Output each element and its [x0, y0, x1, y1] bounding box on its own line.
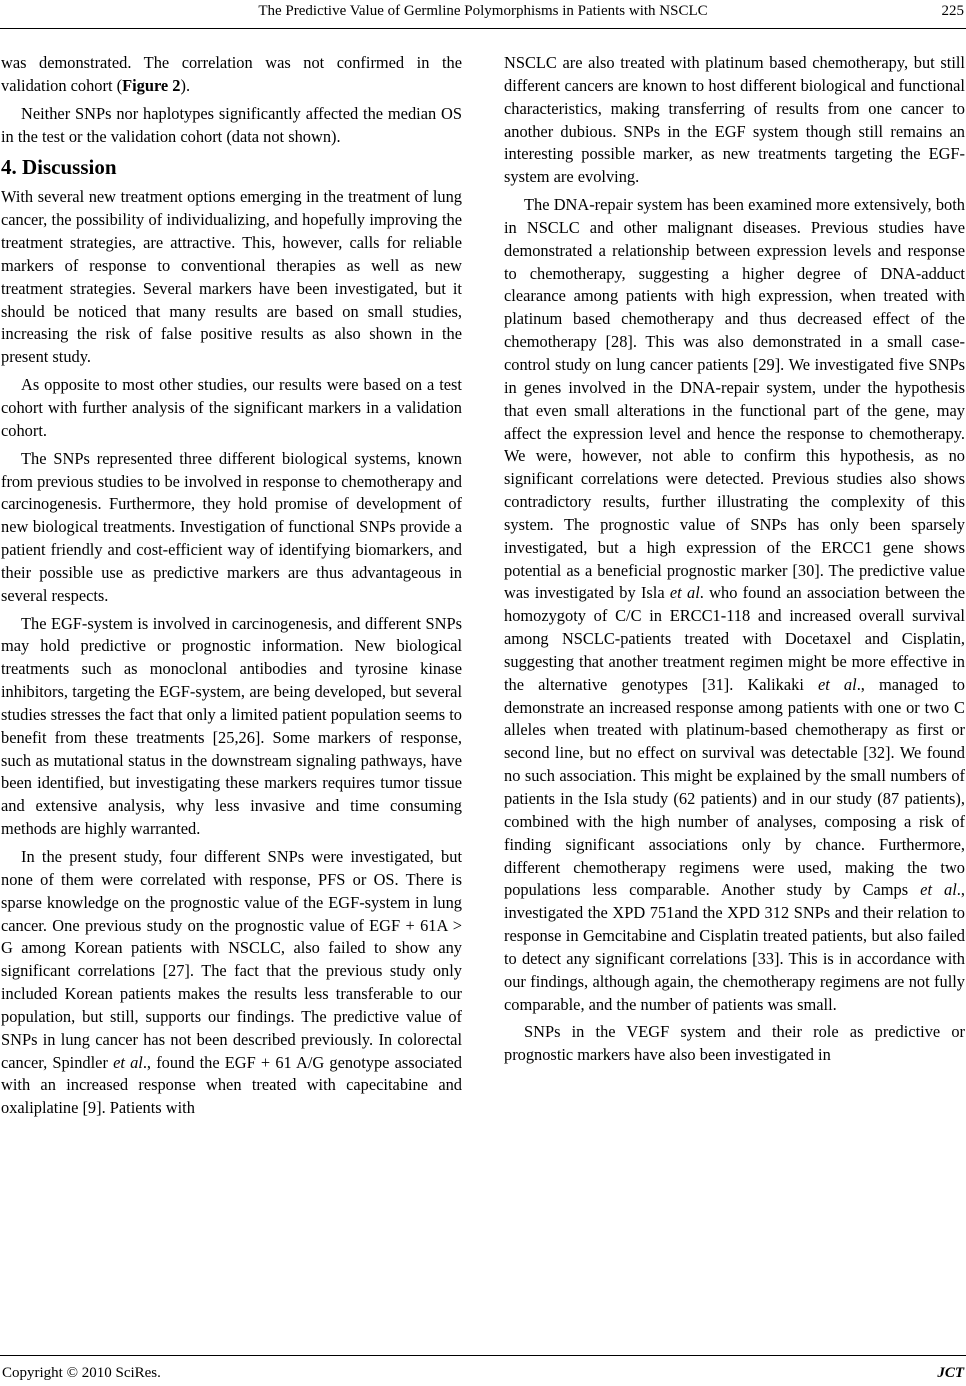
paragraph: SNPs in the VEGF system and their role as predictive or prognostic markers have also been investigated in: [504, 1022, 965, 1065]
left-column: [1, 52, 462, 1120]
figure-reference: Figure 2: [122, 75, 181, 95]
page-number: 225: [941, 3, 964, 19]
running-title: The Predictive Value of Germline Polymorphisms in Patients with NSCLC: [258, 3, 708, 19]
copyright-notice: Copyright © 2010 SciRes.: [2, 1365, 161, 1381]
running-header: [0, 0, 966, 29]
paragraph: NSCLC are also treated with platinum based chemotherapy, but still different cancers are known to host different biological and functional characteristics, making transferring of results from one cancer to another dubious. SNPs in the EGF system though still remains an interesting possible marker, as new treatments targeting the EGF-system are evolving.: [504, 53, 965, 187]
page-footer: [0, 1355, 966, 1386]
section-heading-discussion: 4. Discussion: [1, 155, 117, 180]
paragraph: was demonstrated. The correlation was not confirmed in the validation cohort (Figure 2).: [1, 53, 462, 95]
paragraph: The SNPs represented three different biological systems, known from previous studies to be involved in response to chemotherapy and carcinogenesis. Furthermore, they hold promise of development of new biological treatments. Investigation of functional SNPs provide a patient friendly and cost-efficient way of identifying biomarkers, and their possible use as predictive markers are thus advantageous in several respects.: [1, 448, 462, 605]
paragraph: Neither SNPs nor haplotypes significantly affected the median OS in the test or the validation cohort (data not shown).: [1, 103, 462, 146]
paragraph: With several new treatment options emerging in the treatment of lung cancer, the possibility of individualizing, and hopefully improving the treatment strategies, are attractive. This, however, calls for reliable markers of response to conventional therapies as well as new treatment strategies. Several markers have been investigated, but it should be noticed that many results are based on small studies, increasing the risk of false positive results as also shown in the present study.: [1, 187, 462, 367]
paragraph: The EGF-system is involved in carcinogenesis, and different SNPs may hold predictive or prognostic information. New biological treatments such as monoclonal antibodies and tyrosine kinase inhibitors, targeting the EGF-system, are being developed, but several studies stresses the fact that only a limited patient population seems to benefit from these treatments [25,26]. Some markers of response, such as mutational status in the downstream signaling pathways, have been identified, but investigating these markers requires tumor tissue and extensive analysis, why less invasive and time consuming methods are highly warranted.: [1, 613, 462, 839]
journal-abbreviation: JCT: [937, 1365, 964, 1381]
right-column: [504, 52, 965, 1067]
paragraph: As opposite to most other studies, our results were based on a test cohort with further analysis of the significant markers in a validation cohort.: [1, 375, 462, 440]
paragraph: The DNA-repair system has been examined more extensively, both in NSCLC and other malignant diseases. Previous studies have demonstrated a relationship between expression levels and response to chemotherapy, suggesting a higher degree of DNA-adduct clearance among patients with high expression, when treated with platinum based chemotherapy and thus decreased effect of the chemotherapy [28]. This was also demonstrated in a small case-control study on lung cancer patients [29]. We investigated five SNPs in genes involved in the DNA-repair system, under the hypothesis that even small alterations in the functional part of the gene, may affect the expression level and hence the response to chemotherapy. We were, however, not able to confirm this hypothesis, as no significant correlations were detected. Previous studies also shows contradictory results, further illustrating the complexity of this system. The prognostic value of SNPs has only been sparsely investigated, but a high expression of the ERCC1 gene shows potential as a beneficial prognostic marker [30]. The predictive value was investigated by Isla et al. who found an association between the homozygoty of C/C in ERCC1-118 and increased overall survival among NSCLC-patients treated with Docetaxel and Cisplatin, suggesting that another treatment regimen might be more effective in the alternative genotypes [31]. Kalikaki et al., managed to demonstrate an increased response among patients with one or two C alleles when treated with platinum-based chemotherapy as first or second line, but no effect on survival was detectable [32]. We found no such association. This might be explained by the small numbers of patients in the Isla study (62 patients) and in our study (87 patients), combined with the high number of analyses, composing a risk of finding significant associations only by chance. Furthermore, different chemotherapy regimens were used, making the two populations less comparable. Another study by Camps et al., investigated the XPD 751and the XPD 312 SNPs and their relation to response in Gemcitabine and Cisplatin treated patients, but also failed to detect any significant correlations [33]. This is in accordance with our findings, although again, the chemotherapy regimens are not fully comparable, and the number of patients was small.: [504, 195, 965, 1014]
paragraph: In the present study, four different SNPs were investigated, but none of them were correlated with response, PFS or OS. There is sparse knowledge on the prognostic value of the EGF-system in lung cancer. One previous study on the prognostic value of EGF + 61A > G among Korean patients with NSCLC, also failed to show any significant correlations [27]. The fact that the previous study only included Korean patients makes the results less transferable to our population, but still, supports our findings. The predictive value of SNPs in lung cancer has not been described previously. In colorectal cancer, Spindler et al., found the EGF + 61 A/G genotype associated with an increased response when treated with capecitabine and oxaliplatine [9]. Patients with: [1, 847, 462, 1118]
